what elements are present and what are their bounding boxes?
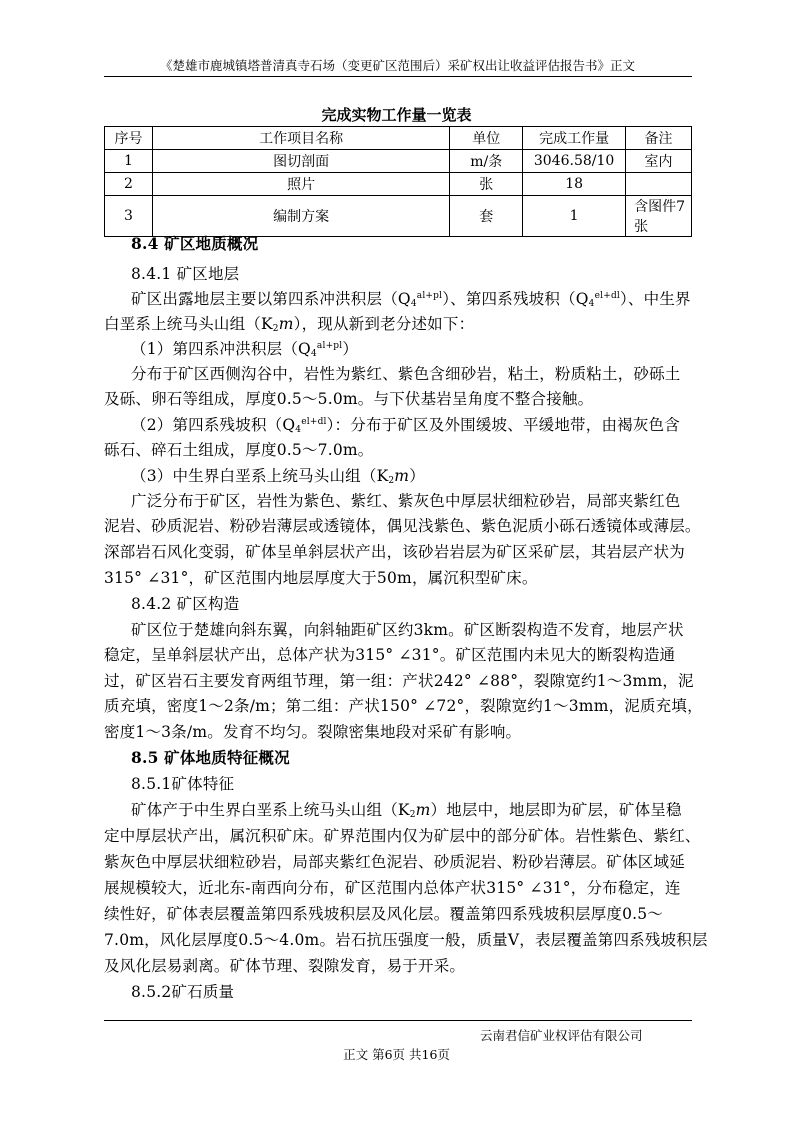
paragraph-line: 矿区出露地层主要以第四系冲洪积层$(Q_4^{al+pl})$、第四系残坡积$(Q_4^{el+dl})$、中生界 [131,290,691,309]
header-cell: 完成工作量 [523,127,626,150]
paragraph-line: 过，矿区岩石主要发育两组节理，第一组：产状242° ∠88°，裂隙宽约1～3mm，泥 [104,672,694,690]
paragraph-line: 稳定，呈单斜层状产出，总体产状为315° ∠31°。矿区范围内未见大的断裂构造通 [104,646,676,664]
table-header-row [105,127,692,150]
table-cell: m/条 [450,150,523,173]
company-name: 云南君信矿业权评估有限公司 [480,1028,643,1043]
paragraph-line: 紫灰色中厚层状细粒砂岩，局部夹紫红色泥岩、砂质泥岩、粉砂岩薄层。矿体区域延 [104,853,685,871]
page-header: 《楚雄市鹿城镇塔普清真寺石场（变更矿区范围后）采矿权出让收益评估报告书》正文 [160,58,636,73]
header-rule [104,76,692,77]
table-cell: 室内 [626,150,692,173]
subsection-heading: 8.4.1 矿区地层 [131,265,240,283]
paragraph-line: 7.0m，风化层厚度0.5～4.0m。岩石抗压强度一般，质量V，表层覆盖第四系残坡积层 [104,931,708,949]
paragraph-line: 矿区位于楚雄向斜东翼，向斜轴距矿区约3km。矿区断裂构造不发育，地层产状 [131,621,684,639]
paragraph-line: 广泛分布于矿区，岩性为紫色、紫红、紫灰色中厚层状细粒砂岩，局部夹紫红色 [131,492,681,510]
table-cell: 编制方案 [152,196,449,237]
header-cell: 备注 [626,127,692,150]
table-cell: 18 [523,173,626,196]
paragraph-line: 及风化层易剥离。矿体节理、裂隙发育，易于开采。 [104,957,466,975]
paragraph-line: 深部岩石风化变弱，矿体呈单斜层状产出，该砂岩岩层为矿区采矿层，其岩层产状为 [104,543,685,561]
table-cell [626,173,692,196]
section-heading: 8.5 矿体地质特征概况 [131,748,290,767]
header-cell: 单位 [450,127,523,150]
footer-rule [104,1020,692,1021]
table-title: 完成实物工作量一览表 [321,106,472,124]
header-cell: 工作项目名称 [152,127,449,150]
paragraph-line: 定中厚层状产出，属沉积矿床。矿界范围内仅为矿层中的部分矿体。岩性紫色、紫红、 [104,827,701,845]
paragraph-line: 分布于矿区西侧沟谷中，岩性为紫红、紫色含细砂岩，粘土，粉质粘土，砂砾土 [131,365,681,383]
paragraph-line: 展规模较大，近北东-南西向分布，矿区范围内总体产状315° ∠31°，分布稳定，连 [104,879,681,897]
table-cell: 照片 [152,173,449,196]
list-heading: （1）第四系冲洪积层$(Q_4^{al+pl})$ [131,340,359,359]
table-cell: 3046.58/10 [523,150,626,173]
table-cell: 3 [105,196,153,237]
subsection-heading: 8.4.2 矿区构造 [131,595,240,613]
section-heading: 8.4 矿区地质概况 [131,234,259,253]
paragraph-line: 315° ∠31°，矿区范围内地层厚度大于50m，属沉积型矿床。 [104,569,538,587]
table-row [105,173,692,196]
paragraph-line: 矿体产于中生界白垩系上统马头山组$(K_2m)$地层中，地层即为矿层，矿体呈稳 [131,801,682,820]
work-table [104,126,692,237]
table-cell: 1 [105,150,153,173]
subsection-heading: 8.5.1矿体特征 [131,775,235,793]
paragraph-line: 泥岩、砂质泥岩、粉砂岩薄层或透镜体，偶见浅紫色、紫色泥质小砾石透镜体或薄层。 [104,517,701,535]
table-row [105,196,692,237]
paragraph-line: （2）第四系残坡积$(Q_4^{el+dl})$：分布于矿区及外围缓坡、平缓地带，由褐灰色含 [131,416,680,435]
table-cell: 1 [523,196,626,237]
page-number: 正文 第6页 共16页 [343,1047,450,1062]
paragraph-line: 砾石、碎石土组成，厚度0.5～7.0m。 [104,441,374,459]
paragraph-line: 及砾、卵石等组成，厚度0.5～5.0m。与下伏基岩呈角度不整合接触。 [104,390,594,408]
table-cell: 图切剖面 [152,150,449,173]
list-heading: （3）中生界白垩系上统马头山组$(K_2m)$ [131,467,425,486]
paragraph-line: 续性好，矿体表层覆盖第四系残坡积层及风化层。覆盖第四系残坡积层厚度0.5～ [104,905,664,923]
table-cell: 张 [450,173,523,196]
table-cell: 套 [450,196,523,237]
table-cell: 含图件7张 [626,196,692,237]
table-row [105,150,692,173]
paragraph-line: 质充填，密度1～2条/m；第二组：产状150° ∠72°，裂隙宽约1～3mm，泥质充填， [104,697,703,715]
paragraph-line: 密度1～3条/m。发育不均匀。裂隙密集地段对采矿有影响。 [104,723,522,741]
subsection-heading: 8.5.2矿石质量 [131,983,235,1001]
header-cell: 序号 [105,127,153,150]
table-cell: 2 [105,173,153,196]
paragraph-line: 白垩系上统马头山组$(K_2m)$，现从新到老分述如下： [104,315,475,334]
